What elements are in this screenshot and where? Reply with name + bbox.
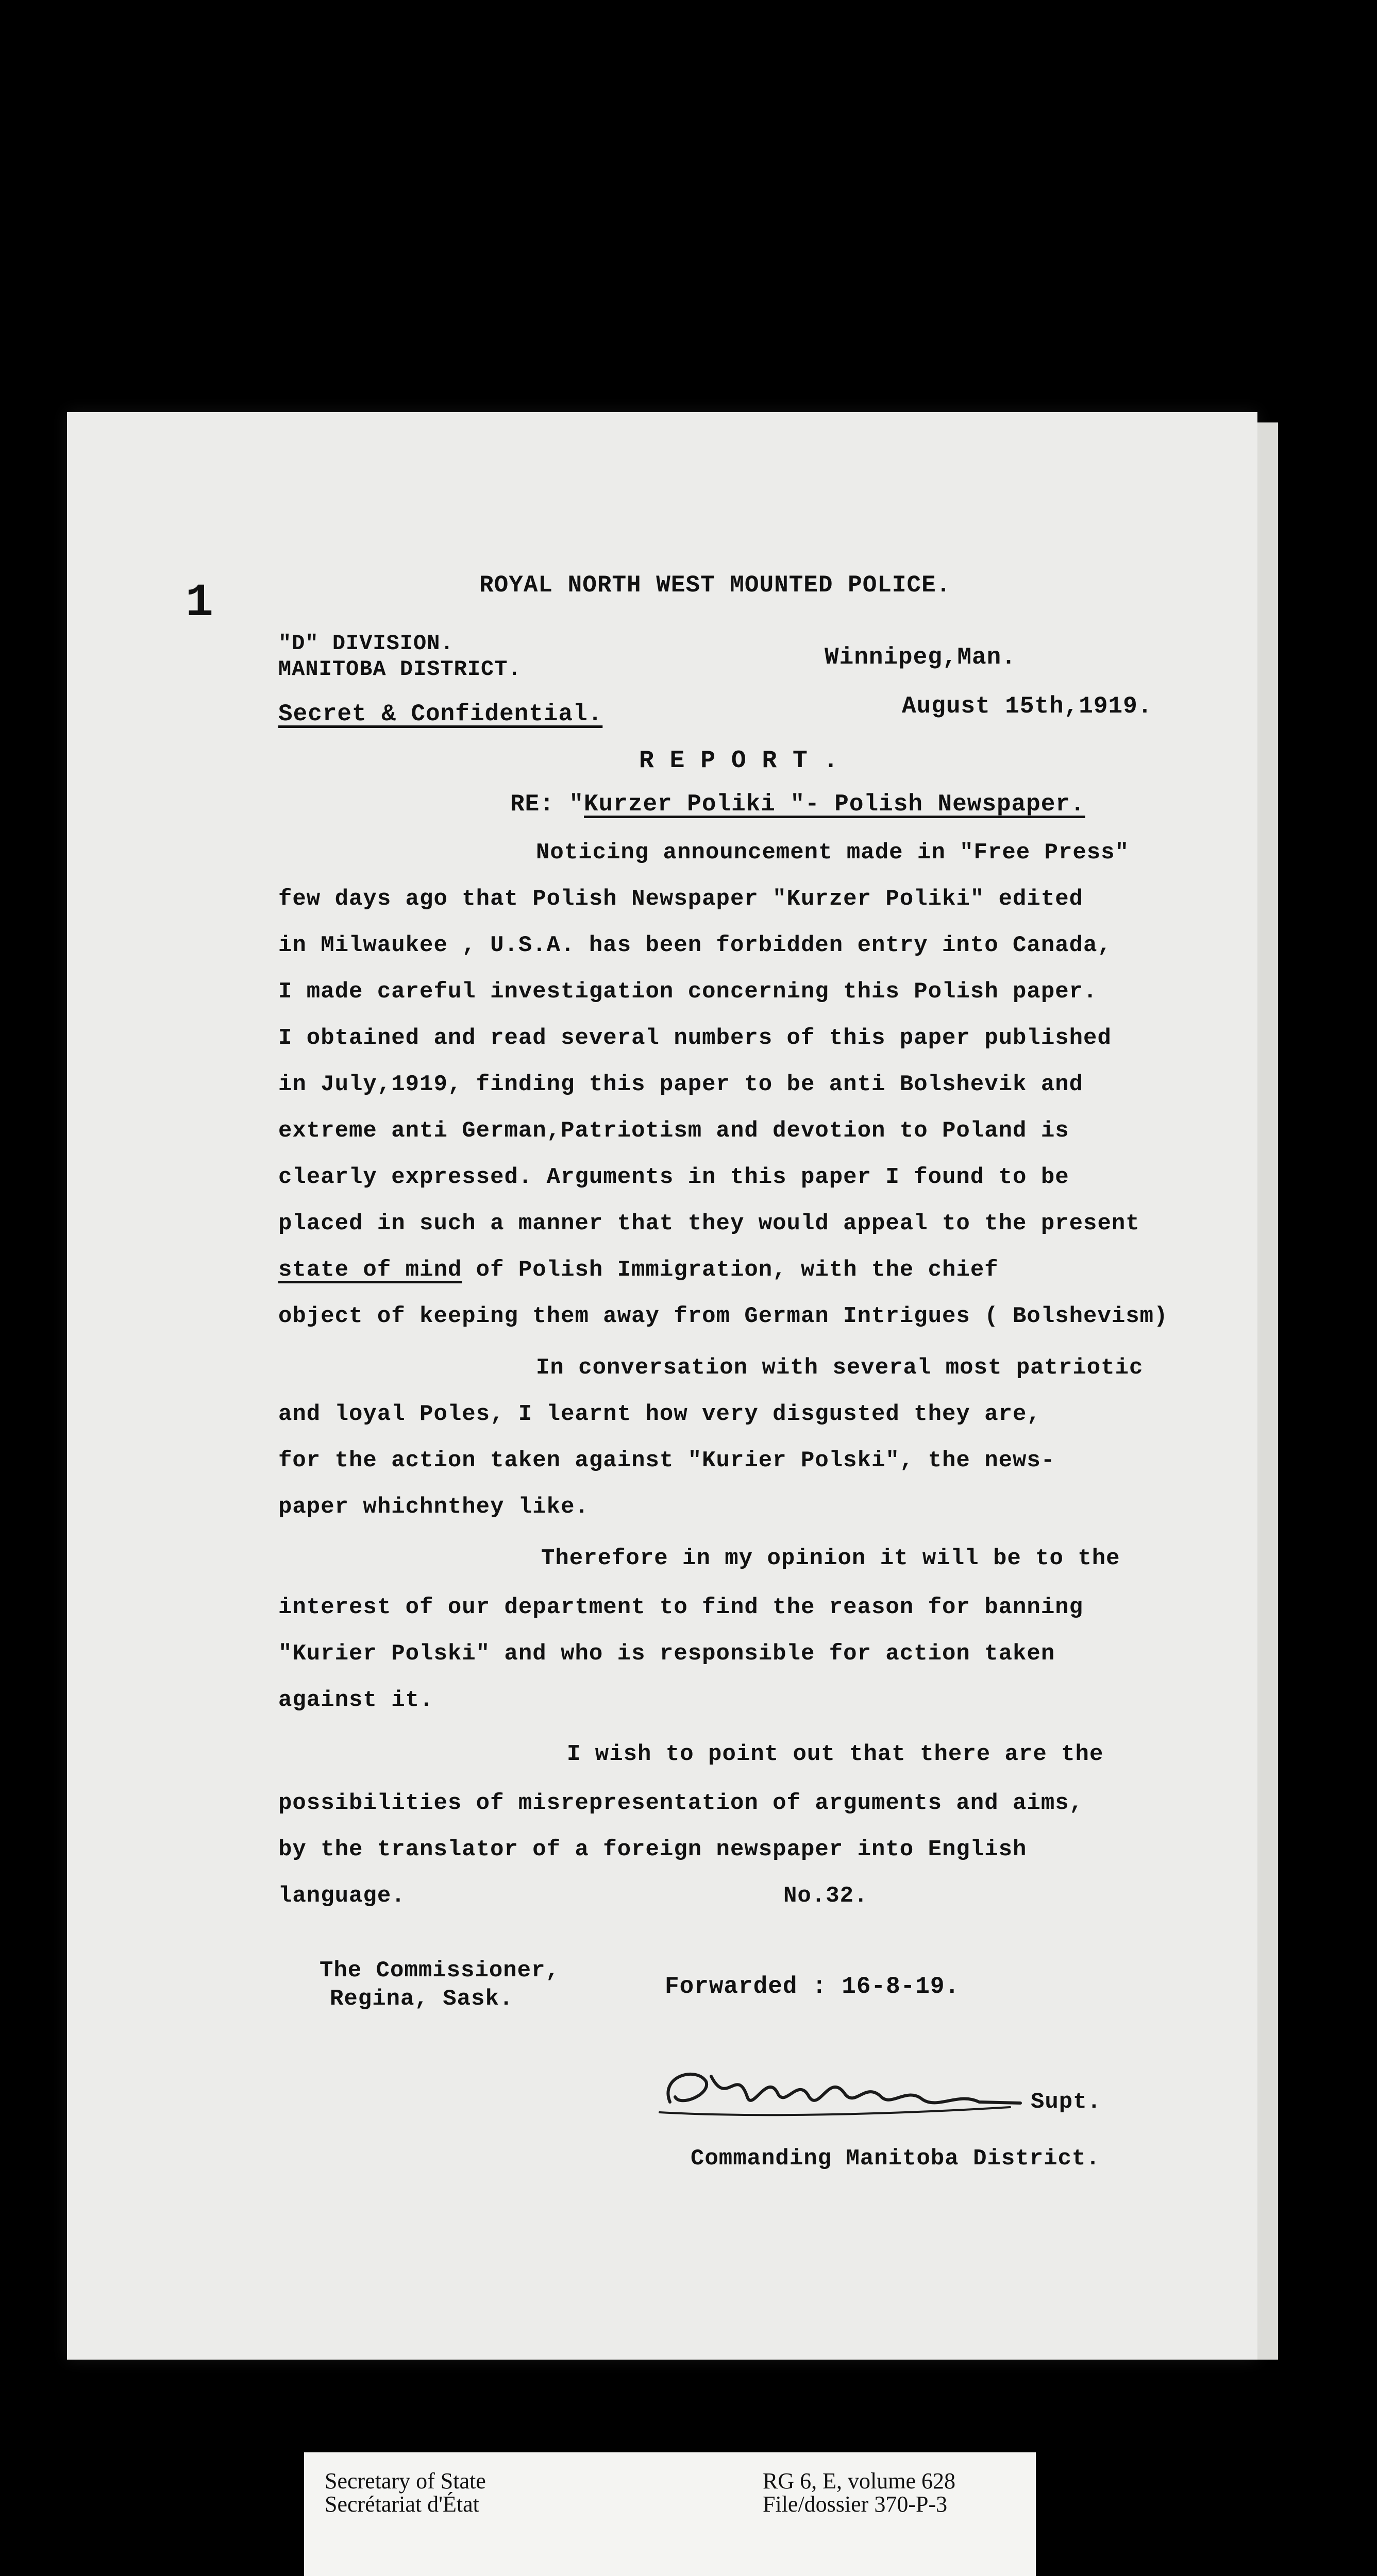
forwarded-date: Forwarded : 16-8-19.	[665, 1973, 960, 2000]
addressee-line-2: Regina, Sask.	[330, 1986, 514, 2012]
underlined-phrase: state of mind	[278, 1257, 462, 1283]
body-line: interest of our department to find the reason for banning	[278, 1595, 1084, 1620]
margin-number: 1	[186, 577, 214, 630]
body-line: placed in such a manner that they would appeal to the present	[278, 1211, 1140, 1236]
body-line: against it.	[278, 1687, 434, 1713]
re-label: RE: "	[510, 791, 584, 818]
body-line: paper whichnthey like.	[278, 1494, 589, 1520]
body-line-rest: of Polish Immigration, with the chief	[476, 1257, 999, 1283]
body-line: by the translator of a foreign newspaper into English	[278, 1837, 1027, 1862]
body-line: in Milwaukee , U.S.A. has been forbidden entry into Canada,	[278, 933, 1112, 958]
report-date: August 15th,1919.	[902, 693, 1153, 720]
body-line	[278, 1257, 999, 1283]
re-subject: Kurzer Poliki "- Polish Newspaper.	[584, 791, 1085, 818]
archive-reference: RG 6, E, volume 628	[763, 2468, 955, 2494]
body-line: In conversation with several most patriotic	[536, 1355, 1144, 1381]
classification: Secret & Confidential.	[278, 701, 603, 727]
report-title: R E P O R T .	[639, 747, 839, 775]
body-line: for the action taken against "Kurier Polski", the news-	[278, 1448, 1055, 1473]
report-number: No.32.	[783, 1883, 868, 1909]
body-line: Therefore in my opinion it will be to the	[541, 1546, 1120, 1571]
body-line: I made careful investigation concerning this Polish paper.	[278, 979, 1098, 1005]
body-line: I obtained and read several numbers of this paper published	[278, 1025, 1112, 1051]
division: "D" DIVISION.	[278, 631, 454, 656]
commanding-officer: Commanding Manitoba District.	[691, 2146, 1100, 2172]
place: Winnipeg,Man.	[825, 644, 1016, 671]
body-line: Noticing announcement made in "Free Press"	[536, 840, 1129, 866]
signature	[649, 2045, 1041, 2128]
department-french: Secrétariat d'État	[325, 2492, 479, 2517]
body-line: I wish to point out that there are the	[567, 1741, 1104, 1767]
body-line: clearly expressed. Arguments in this paper I found to be	[278, 1164, 1069, 1190]
organization-heading: ROYAL NORTH WEST MOUNTED POLICE.	[479, 572, 951, 599]
rank: Supt.	[1031, 2089, 1102, 2115]
body-line: language.	[278, 1883, 406, 1909]
body-line: few days ago that Polish Newspaper "Kurzer Poliki" edited	[278, 886, 1084, 912]
body-line: and loyal Poles, I learnt how very disgusted they are,	[278, 1401, 1041, 1427]
re-line	[510, 791, 1085, 818]
addressee-line-1: The Commissioner,	[320, 1958, 560, 1984]
body-line: extreme anti German,Patriotism and devotion to Poland is	[278, 1118, 1069, 1144]
archive-file: File/dossier 370-P-3	[763, 2492, 948, 2517]
department-english: Secretary of State	[325, 2468, 486, 2494]
body-line: object of keeping them away from German Intrigues ( Bolshevism)	[278, 1303, 1168, 1329]
body-line: in July,1919, finding this paper to be anti Bolshevik and	[278, 1072, 1084, 1097]
body-line: "Kurier Polski" and who is responsible for action taken	[278, 1641, 1055, 1667]
district: MANITOBA DISTRICT.	[278, 657, 522, 682]
body-line: possibilities of misrepresentation of arguments and aims,	[278, 1790, 1084, 1816]
